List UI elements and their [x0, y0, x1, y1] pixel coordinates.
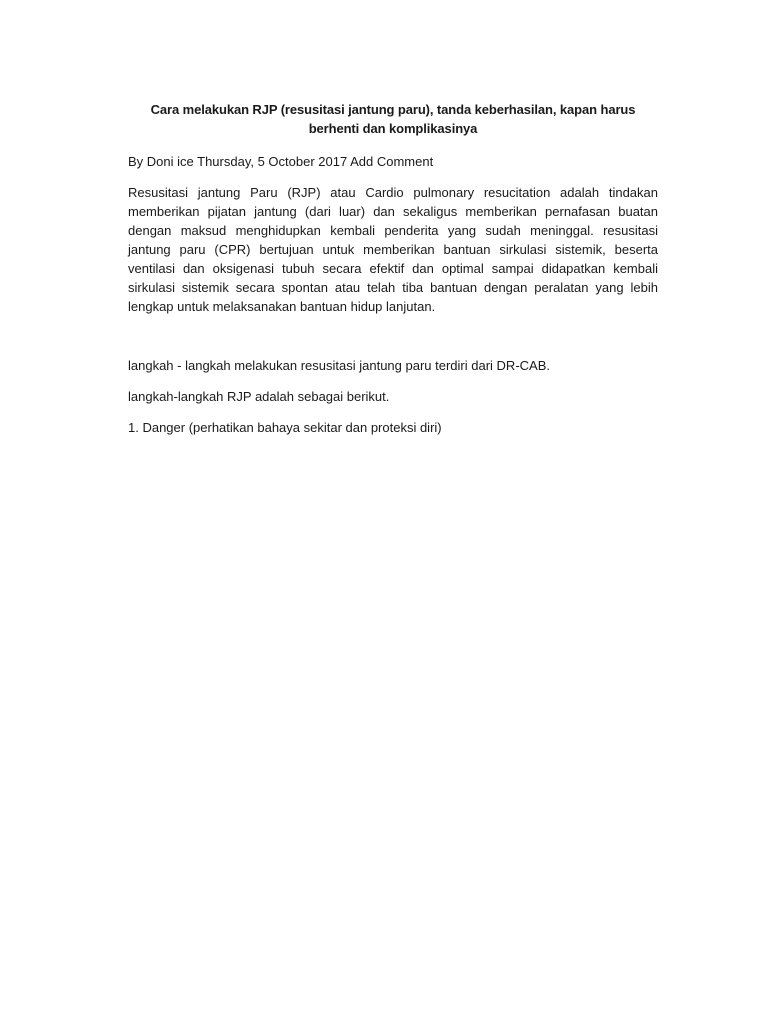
- byline: By Doni ice Thursday, 5 October 2017 Add Comment: [128, 154, 434, 169]
- document-body: [128, 100, 658, 449]
- document-title: Cara melakukan RJP (resusitasi jantung paru), tanda keberhasilan, kapan harus berhenti dan komplikasinya: [150, 102, 636, 136]
- steps-intro-text: langkah - langkah melakukan resusitasi jantung paru terdiri dari DR-CAB.: [128, 358, 550, 373]
- steps-lead-text: langkah-langkah RJP adalah sebagai berikut.: [128, 389, 390, 404]
- blank-line-spacer: [128, 328, 658, 356]
- step-1-text: 1. Danger (perhatikan bahaya sekitar dan proteksi diri): [128, 420, 442, 435]
- intro-paragraph: Resusitasi jantung Paru (RJP) atau Cardio pulmonary resucitation adalah tindakan memberikan pijatan jantung (dari luar) dan sekaligus memberikan pernafasan buatan dengan maksud menghidupkan kembali penderita yang sudah meninggal. resusitasi jantung paru (CPR) bertujuan untuk memberikan bantuan sirkulasi sistemik, beserta ventilasi dan oksigenasi tubuh secara efektif dan optimal sampai didapatkan kembali sirkulasi sistemik secara spontan atau telah tiba bantuan dengan peralatan yang lebih lengkap untuk melaksanakan bantuan hidup lanjutan.: [128, 185, 658, 314]
